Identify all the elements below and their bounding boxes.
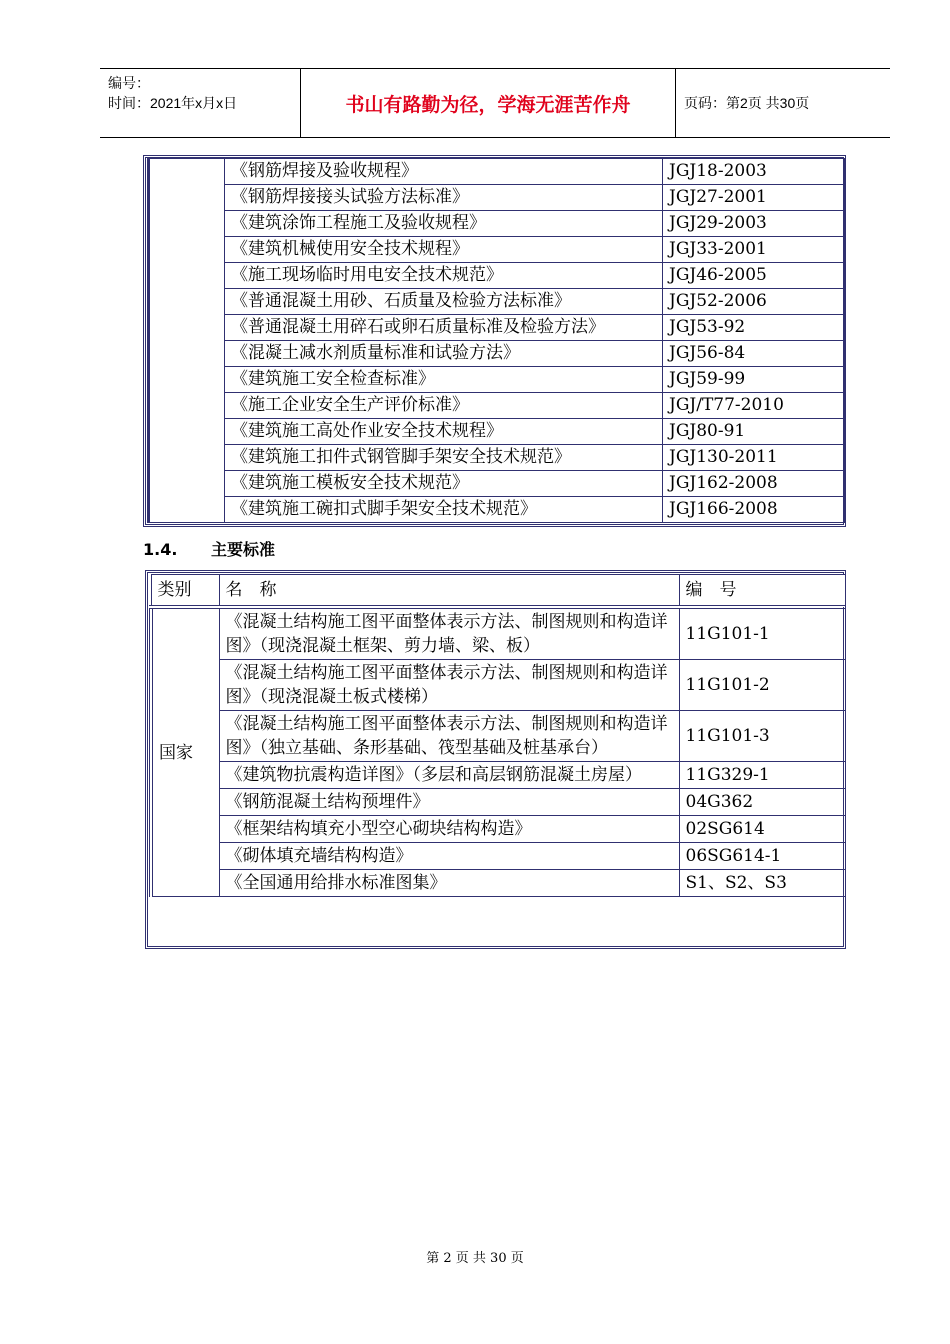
header-divider <box>675 69 676 137</box>
standard-code: JGJ27-2001 <box>663 185 845 211</box>
table-row <box>149 185 845 211</box>
category-cell <box>149 237 225 263</box>
category-cell <box>149 471 225 497</box>
category-cell <box>149 367 225 393</box>
standards-table-continued <box>147 158 845 523</box>
category-cell <box>149 159 225 185</box>
header-page-info: 页码：第2页 共30页 <box>684 95 810 111</box>
table-row <box>151 789 845 816</box>
standard-name: 《建筑机械使用安全技术规程》 <box>225 237 663 263</box>
standard-name: 《砌体填充墙结构构造》 <box>219 843 679 870</box>
section-title: 主要标准 <box>211 540 276 559</box>
table-row <box>149 341 845 367</box>
standard-code: 11G101-3 <box>679 711 845 762</box>
table-row <box>149 159 845 185</box>
standard-code: 11G101-1 <box>679 607 845 660</box>
standard-name: 《混凝土减水剂质量标准和试验方法》 <box>225 341 663 367</box>
standard-name: 《混凝土结构施工图平面整体表示方法、制图规则和构造详图》（现浇混凝土板式楼梯） <box>219 660 679 711</box>
table-row <box>151 762 845 789</box>
table-row <box>149 393 845 419</box>
standard-name: 《施工现场临时用电安全技术规范》 <box>225 263 663 289</box>
standard-name: 《建筑施工模板安全技术规范》 <box>225 471 663 497</box>
page-header <box>100 68 890 138</box>
table-row <box>149 289 845 315</box>
standard-code: 04G362 <box>679 789 845 816</box>
standard-name: 《建筑施工高处作业安全技术规程》 <box>225 419 663 445</box>
standard-code: S1、S2、S3 <box>679 870 845 897</box>
standard-name: 《普通混凝土用砂、石质量及检验方法标准》 <box>225 289 663 315</box>
standard-code: JGJ46-2005 <box>663 263 845 289</box>
page-footer: 第 2 页 共 30 页 <box>426 1251 524 1266</box>
table-row <box>149 315 845 341</box>
table-row <box>149 419 845 445</box>
standard-code: 11G101-2 <box>679 660 845 711</box>
header-motto: 书山有路勤为径，学海无涯苦作舟 <box>345 93 631 116</box>
standard-name: 《建筑施工碗扣式脚手架安全技术规范》 <box>225 497 663 523</box>
standard-code: JGJ29-2003 <box>663 211 845 237</box>
category-cell <box>149 263 225 289</box>
table-row <box>151 843 845 870</box>
standard-code: JGJ80-91 <box>663 419 845 445</box>
standard-code: 02SG614 <box>679 816 845 843</box>
table-row <box>151 711 845 762</box>
table-row <box>149 237 845 263</box>
header-name: 名 称 <box>219 575 679 608</box>
standard-name: 《混凝土结构施工图平面整体表示方法、制图规则和构造详图》（独立基础、条形基础、筏型基础及桩基承台） <box>219 711 679 762</box>
standard-name: 《钢筋焊接及验收规程》 <box>225 159 663 185</box>
standard-code: 11G329-1 <box>679 762 845 789</box>
category-cell <box>149 445 225 471</box>
standard-code: JGJ166-2008 <box>663 497 845 523</box>
standard-code: JGJ130-2011 <box>663 445 845 471</box>
standard-name: 《施工企业安全生产评价标准》 <box>225 393 663 419</box>
category-cell <box>149 393 225 419</box>
header-category: 类别 <box>151 575 219 608</box>
standard-code: 06SG614-1 <box>679 843 845 870</box>
standard-code: JGJ33-2001 <box>663 237 845 263</box>
standard-name: 《钢筋焊接接头试验方法标准》 <box>225 185 663 211</box>
category-cell <box>149 341 225 367</box>
standard-name: 《混凝土结构施工图平面整体表示方法、制图规则和构造详图》（现浇混凝土框架、剪力墙、梁、板） <box>219 607 679 660</box>
section-heading <box>143 537 275 560</box>
table-row <box>151 870 845 897</box>
table-row <box>149 471 845 497</box>
section-number: 1.4. <box>143 540 178 559</box>
category-cell <box>149 315 225 341</box>
table-row <box>149 497 845 523</box>
category-cell <box>149 211 225 237</box>
standard-code: JGJ59-99 <box>663 367 845 393</box>
standard-name: 《建筑施工扣件式钢管脚手架安全技术规范》 <box>225 445 663 471</box>
standard-code: JGJ/T77-2010 <box>663 393 845 419</box>
header-date: 时间：2021年x月x日 <box>108 95 238 111</box>
standard-name: 《建筑涂饰工程施工及验收规程》 <box>225 211 663 237</box>
table-row <box>151 660 845 711</box>
standard-name: 《建筑物抗震构造详图》（多层和高层钢筋混凝土房屋） <box>219 762 679 789</box>
table-row <box>151 816 845 843</box>
table-row <box>149 445 845 471</box>
standard-code: JGJ52-2006 <box>663 289 845 315</box>
category-cell <box>149 289 225 315</box>
standard-name: 《全国通用给排水标准图集》 <box>219 870 679 897</box>
table-row <box>149 211 845 237</box>
table-header-row <box>151 575 845 608</box>
standard-code: JGJ162-2008 <box>663 471 845 497</box>
category-cell: 国家 <box>151 607 219 897</box>
table-row <box>149 367 845 393</box>
header-code: 编 号 <box>679 575 845 608</box>
header-info <box>108 73 298 113</box>
category-cell <box>149 497 225 523</box>
standard-code: JGJ56-84 <box>663 341 845 367</box>
standard-name: 《钢筋混凝土结构预埋件》 <box>219 789 679 816</box>
category-cell <box>149 419 225 445</box>
standard-name: 《普通混凝土用碎石或卵石质量标准及检验方法》 <box>225 315 663 341</box>
table-row <box>151 607 845 660</box>
category-cell <box>149 185 225 211</box>
main-standards-table <box>149 574 846 897</box>
header-number-label: 编号： <box>108 75 150 91</box>
table-row <box>149 263 845 289</box>
standard-name: 《框架结构填充小型空心砌块结构构造》 <box>219 816 679 843</box>
standard-code: JGJ53-92 <box>663 315 845 341</box>
standard-name: 《建筑施工安全检查标准》 <box>225 367 663 393</box>
standard-code: JGJ18-2003 <box>663 159 845 185</box>
